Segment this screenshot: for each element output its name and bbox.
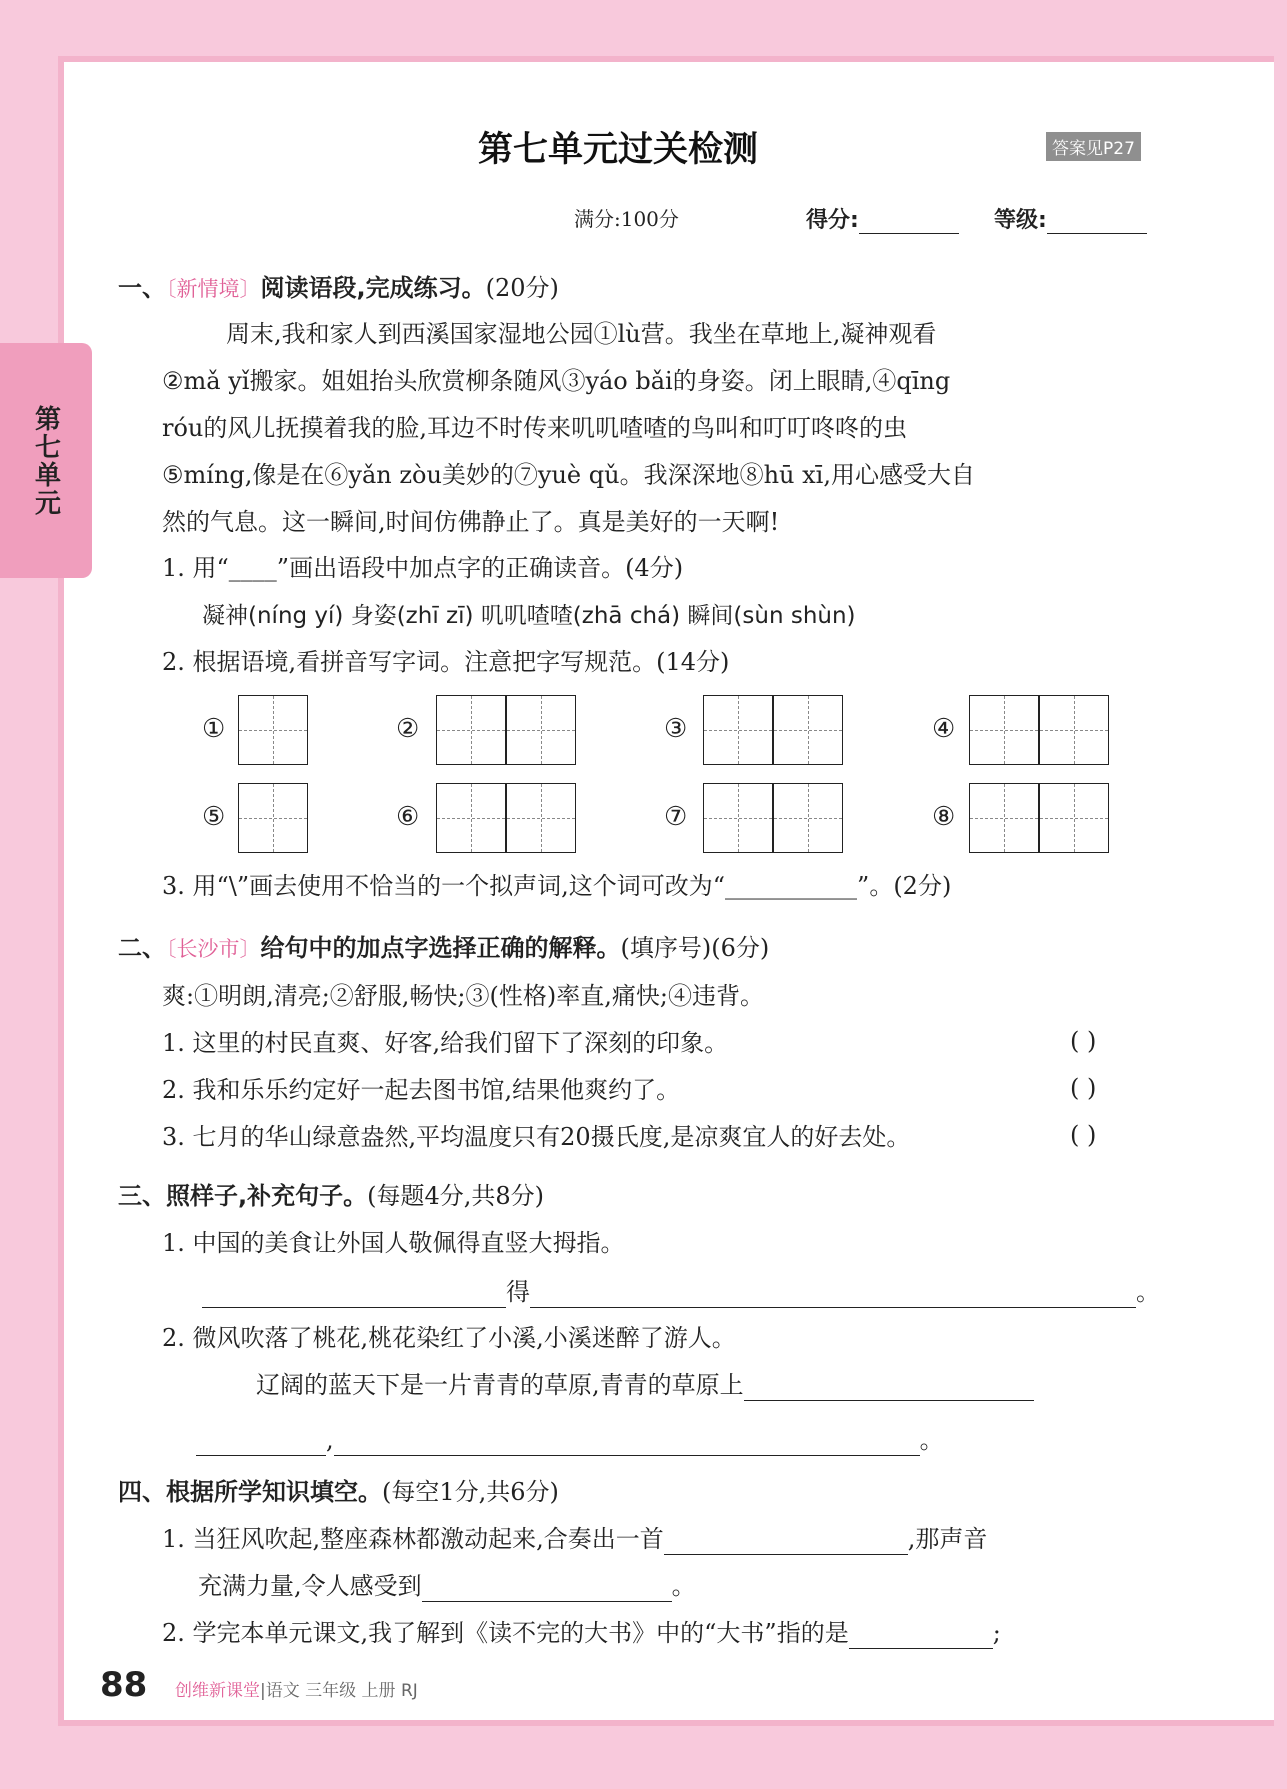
grid-label-4: ④ xyxy=(932,714,956,744)
writing-cell[interactable] xyxy=(703,783,773,853)
answer-line-3-1[interactable]: 得 。 xyxy=(202,1276,1160,1308)
writing-cell[interactable] xyxy=(238,783,308,853)
section-4-heading: 四、根据所学知识填空。(每空1分,共6分) xyxy=(118,1478,559,1506)
score-label: 得分: xyxy=(806,208,859,233)
unit-side-tab xyxy=(0,343,92,578)
grade-field[interactable] xyxy=(994,203,1147,234)
writing-cell[interactable] xyxy=(773,695,843,765)
answer-reference-badge: 答案见P27 xyxy=(1046,132,1141,161)
writing-cell[interactable] xyxy=(1039,783,1109,853)
writing-cell[interactable] xyxy=(969,695,1039,765)
passage-line-5: 然的气息。这一瞬间,时间仿佛静止了。真是美好的一天啊! xyxy=(162,508,780,536)
answer-line-3-2b[interactable]: , 。 xyxy=(196,1424,944,1456)
grid-label-6: ⑥ xyxy=(396,802,420,832)
passage-line-4: ⑤míng,像是在⑥yǎn zòu美妙的⑦yuè qǔ。我深深地⑧hū xī,用心感受大自 xyxy=(162,461,975,489)
writing-cell[interactable] xyxy=(1039,695,1109,765)
grid-label-3: ③ xyxy=(664,714,688,744)
passage-line-1: 周末,我和家人到西溪国家湿地公园①lù营。我坐在草地上,凝神观看 xyxy=(226,320,937,348)
writing-cell[interactable] xyxy=(436,695,506,765)
writing-cell[interactable] xyxy=(773,783,843,853)
section-3-heading: 三、照样子,补充句子。(每题4分,共8分) xyxy=(118,1182,545,1210)
answer-paren-2-3[interactable]: ( ) xyxy=(1070,1121,1097,1149)
grid-label-2: ② xyxy=(396,714,420,744)
footer-brand: 创维新课堂|语文 三年级 上册 RJ xyxy=(175,1681,418,1701)
answer-paren-2-2[interactable]: ( ) xyxy=(1070,1074,1097,1102)
question-1-3: 3. 用“\”画去使用不恰当的一个拟声词,这个词可改为“___________”。(2分) xyxy=(162,872,952,900)
writing-cell[interactable] xyxy=(506,783,576,853)
writing-cell[interactable] xyxy=(969,783,1039,853)
question-1-2: 2. 根据语境,看拼音写字词。注意把字写规范。(14分) xyxy=(162,648,730,676)
writing-cell[interactable] xyxy=(238,695,308,765)
writing-cell[interactable] xyxy=(436,783,506,853)
definition-line: 爽:①明朗,清亮;②舒服,畅快;③(性格)率直,痛快;④违背。 xyxy=(162,982,764,1010)
grade-label: 等级: xyxy=(994,208,1047,233)
writing-cell[interactable] xyxy=(703,695,773,765)
question-4-2[interactable]: 2. 学完本单元课文,我了解到《读不完的大书》中的“大书”指的是 ; xyxy=(162,1619,1001,1647)
writing-cell[interactable] xyxy=(506,695,576,765)
passage-line-2: ②mǎ yǐ搬家。姐姐抬头欣赏柳条随风③yáo bǎi的身姿。闭上眼睛,④qīng xyxy=(162,367,951,395)
grid-label-7: ⑦ xyxy=(664,802,688,832)
grid-label-1: ① xyxy=(202,714,226,744)
section-1-heading: 一、〔新情境〕阅读语段,完成练习。(20分) xyxy=(118,274,559,302)
question-3-2: 2. 微风吹落了桃花,桃花染红了小溪,小溪迷醉了游人。 xyxy=(162,1324,736,1352)
question-4-1a[interactable]: 1. 当狂风吹起,整座森林都激动起来,合奏出一首 ,那声音 xyxy=(162,1525,988,1553)
section-2-heading: 二、〔长沙市〕给句中的加点字选择正确的解释。(填序号)(6分) xyxy=(118,934,770,962)
question-2-1: 1. 这里的村民直爽、好客,给我们留下了深刻的印象。 xyxy=(162,1029,729,1057)
grid-label-8: ⑧ xyxy=(932,802,956,832)
question-3-1: 1. 中国的美食让外国人敬佩得直竖大拇指。 xyxy=(162,1229,625,1257)
answer-paren-2-1[interactable]: ( ) xyxy=(1070,1027,1097,1055)
grid-label-5: ⑤ xyxy=(202,802,226,832)
pinyin-options: 凝神(níng yí) 身姿(zhī zī) 叽叽喳喳(zhā chá) 瞬间(sùn shùn) xyxy=(202,603,856,629)
page-number: 88 xyxy=(100,1665,148,1705)
answer-line-3-2a[interactable]: 辽阔的蓝天下是一片青青的草原,青青的草原上 xyxy=(256,1369,1034,1401)
question-2-3: 3. 七月的华山绿意盎然,平均温度只有20摄氏度,是凉爽宜人的好去处。 xyxy=(162,1123,911,1151)
passage-line-3: róu的风儿抚摸着我的脸,耳边不时传来叽叽喳喳的鸟叫和叮叮咚咚的虫 xyxy=(162,414,908,442)
full-score: 满分:100分 xyxy=(574,207,679,231)
score-field[interactable] xyxy=(806,203,959,234)
question-2-2: 2. 我和乐乐约定好一起去图书馆,结果他爽约了。 xyxy=(162,1076,681,1104)
page-title: 第七单元过关检测 xyxy=(478,130,759,170)
question-4-1b[interactable]: 充满力量,令人感受到 。 xyxy=(198,1572,696,1600)
unit-tab-label: 第七单元 xyxy=(30,404,61,517)
question-1-1: 1. 用“____”画出语段中加点字的正确读音。(4分) xyxy=(162,554,684,582)
